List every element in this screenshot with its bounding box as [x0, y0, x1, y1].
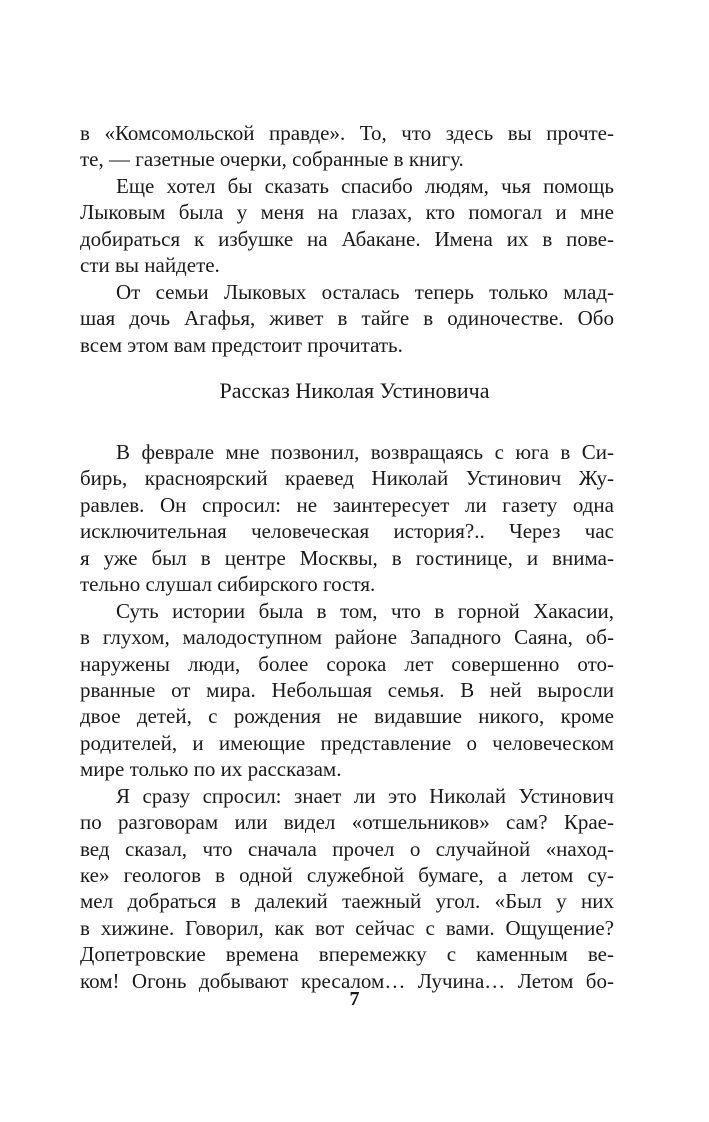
- text-line: Лыковым была у меня на глазах, кто помогал и мне: [80, 200, 614, 225]
- text-line: рванные от мира. Небольшая семья. В ней выросли: [80, 677, 614, 702]
- chapter-text: [80, 439, 614, 994]
- intro-text: [80, 120, 614, 358]
- text-line: мире только по их рассказам.: [80, 757, 342, 782]
- text-line: те, — газетные очерки, собранные в книгу.: [80, 147, 464, 172]
- text-line: в «Комсомольской правде». То, что здесь вы прочте-: [80, 121, 614, 145]
- page-number: 7: [349, 988, 360, 1010]
- text-line: Еще хотел бы сказать спасибо людям, чья помощь: [116, 173, 614, 198]
- text-line: Суть истории была в том, что в горной Хакасии,: [116, 598, 614, 623]
- text-line: мел добраться в далекий таежный угол. «Был у них: [80, 889, 614, 914]
- chapter-title: Рассказ Николая Устиновича: [219, 378, 490, 403]
- text-line: всем этом вам предстоит прочитать.: [80, 332, 403, 357]
- text-line: бирь, красноярский краевед Николай Устинович Жу-: [80, 466, 614, 491]
- text-line: в глухом, малодоступном районе Западного Саяна, об-: [80, 625, 614, 650]
- text-line: ком! Огонь добывают кресалом… Лучина… Летом бо-: [80, 968, 614, 993]
- text-line: сти вы найдете.: [80, 253, 220, 278]
- text-line: в хижине. Говорил, как вот сейчас с вами. Ощущение?: [80, 915, 614, 940]
- text-line: двое детей, с рождения не видавшие никого, кроме: [80, 704, 614, 729]
- text-line: ке» геологов в одной служебной бумаге, а летом су-: [80, 863, 614, 887]
- text-line: тельно слушал сибирского гостя.: [80, 572, 376, 597]
- text-line: наружены люди, более сорока лет совершенно ото-: [80, 651, 614, 676]
- text-line: по разговорам или видел «отшельников» сам? Крае-: [80, 810, 614, 835]
- text-line: я уже был в центре Москвы, в гостинице, и внима-: [80, 545, 614, 570]
- text-line: вед сказал, что сначала прочел о случайной «наход-: [80, 836, 614, 861]
- text-line: От семьи Лыковых осталась теперь только млад-: [116, 279, 614, 304]
- text-line: исключительная человеческая история?.. Через час: [80, 519, 614, 544]
- text-line: Допетровские времена вперемежку с каменным ве-: [80, 942, 614, 967]
- text-line: равлев. Он спросил: не заинтересует ли газету одна: [80, 492, 614, 517]
- text-line: В феврале мне позвонил, возвращаясь с юга в Си-: [116, 440, 614, 464]
- text-line: Я сразу спросил: знает ли это Николай Устинович: [116, 783, 614, 808]
- text-line: добираться к избушке на Абакане. Имена их в пове-: [80, 226, 614, 251]
- text-line: шая дочь Агафья, живет в тайге в одиночестве. Обо: [80, 306, 614, 331]
- text-line: родителей, и имеющие представление о человеческом: [80, 730, 614, 755]
